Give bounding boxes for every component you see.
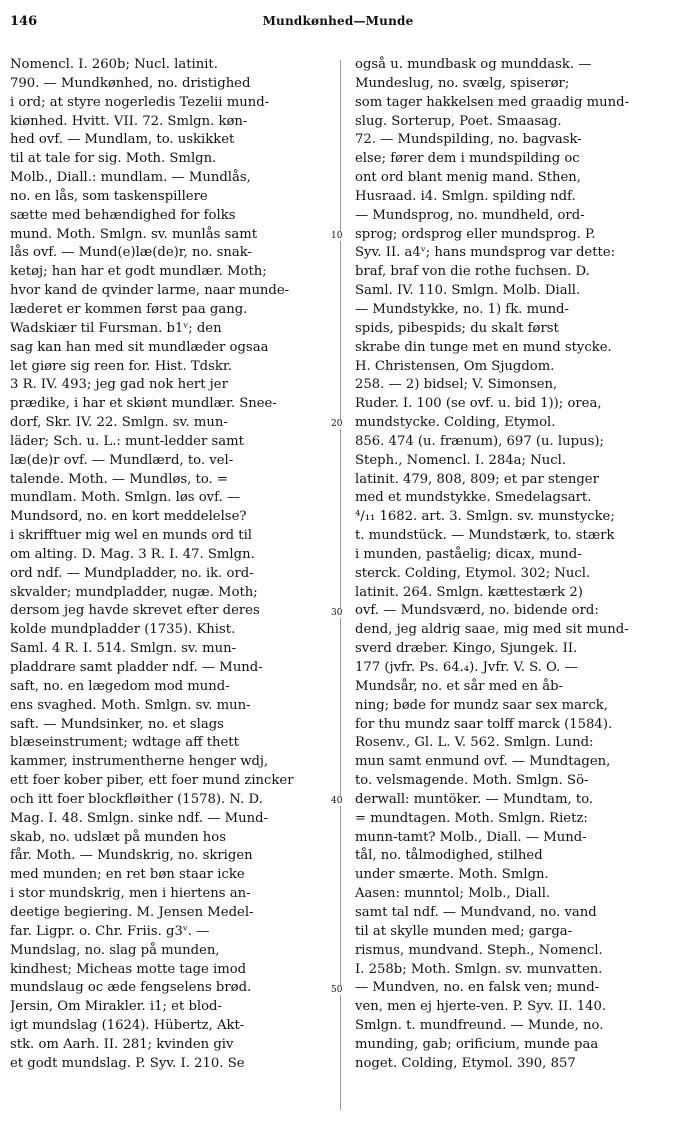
left-column-line: i stor mundskrig, men i hiertens an-: [10, 886, 251, 902]
right-column-line: Aasen: munntol; Molb., Diall.: [355, 886, 551, 902]
left-column-line: i skrifftuer mig wel en munds ord til: [10, 528, 253, 544]
left-column-line: kiønhed. Hvitt. VII. 72. Smlgn. køn-: [10, 113, 248, 129]
left-column-line: ens svaghed. Moth. Smlgn. sv. mun-: [10, 697, 251, 713]
right-column-line: I. 258b; Moth. Smlgn. sv. munvatten.: [355, 961, 603, 977]
left-column-line: Mundsord, no. en kort meddelelse?: [10, 509, 247, 525]
right-column-line: som tager hakkelsen med graadig mund-: [355, 94, 630, 110]
left-column-line: sag kan han med sit mundlæder ogsaa: [10, 339, 269, 355]
left-column-line: hvor kand de qvinder larme, naar munde-: [10, 283, 290, 299]
right-column-line: to. velsmagende. Moth. Smlgn. Sö-: [355, 773, 589, 789]
right-column-line: sterck. Colding, Etymol. 302; Nucl.: [355, 565, 591, 581]
left-column-line: mundslaug oc æde fengselens brød.: [10, 980, 252, 996]
right-column-line: mun samt enmund ovf. — Mundtagen,: [355, 754, 611, 770]
left-column-line: läder; Sch. u. L.: munt-ledder samt: [10, 433, 244, 449]
right-column-line: Husraad. i4. Smlgn. spilding ndf.: [355, 188, 576, 204]
right-column-line: til at skylle munden med; garga-: [355, 923, 573, 939]
right-column-line: 177 (jvfr. Ps. 64.₄). Jvfr. V. S. O. —: [355, 660, 578, 675]
right-column-line: Smlgn. t. mundfreund. — Munde, no.: [355, 1018, 604, 1034]
left-column-line: ketøj; han har et godt mundlær. Moth;: [10, 264, 267, 280]
left-column-line: och itt foer blockfløither (1578). N. D.: [10, 791, 263, 807]
line-number: 10: [331, 230, 343, 241]
left-column-line: læ(de)r ovf. — Mundlærd, to. vel-: [10, 452, 234, 468]
right-column-line: Saml. IV. 110. Smlgn. Molb. Diall.: [355, 283, 581, 299]
left-column-line: dorf, Skr. IV. 22. Smlgn. sv. mun-: [10, 415, 228, 431]
left-column-line: ord ndf. — Mundpladder, no. ik. ord-: [10, 565, 254, 581]
left-column-line: mund. Moth. Smlgn. sv. munlås samt: [10, 226, 258, 242]
right-column-line: munding, gab; orificium, munde paa: [355, 1036, 599, 1052]
right-column-line: else; fører dem i mundspilding oc: [355, 151, 580, 167]
right-column-line: — Mundven, no. en falsk ven; mund-: [355, 980, 600, 996]
right-column-line: skrabe din tunge met en mund stycke.: [355, 339, 612, 355]
right-column-line: noget. Colding, Etymol. 390, 857: [355, 1055, 576, 1071]
right-column-line: slug. Sorterup, Poet. Smaasag.: [355, 113, 562, 129]
left-column-line: Mag. I. 48. Smlgn. sinke ndf. — Mund-: [10, 810, 268, 826]
left-column-line: skvalder; mundpladder, nugæ. Moth;: [10, 584, 258, 600]
page-number: 146: [10, 14, 38, 29]
left-column-line: skab, no. udslæt på munden hos: [10, 829, 226, 845]
left-column-line: får. Moth. — Mundskrig, no. skrigen: [10, 848, 253, 864]
left-column-line: far. Ligpr. o. Chr. Friis. g3ᵛ. —: [10, 923, 210, 939]
right-column-line: Rosenv., Gl. L. V. 562. Smlgn. Lund:: [355, 735, 594, 751]
left-column-line: hed ovf. — Mundlam, to. uskikket: [10, 132, 235, 148]
line-number: 40: [331, 796, 343, 807]
left-column-line: deetige begiering. M. Jensen Medel-: [10, 904, 254, 920]
left-column-line: kammer, instrumentherne henger wdj,: [10, 754, 269, 770]
left-column-line: prædike, i har et skiønt mundlær. Snee-: [10, 396, 277, 412]
right-column-line: H. Christensen, Om Sjugdom.: [355, 358, 555, 374]
line-number: 50: [331, 984, 343, 995]
right-column: [355, 56, 667, 1074]
right-column-line: sverd dræber. Kingo, Sjungek. II.: [355, 641, 578, 657]
right-column-line: med et mundstykke. Smedelagsart.: [355, 490, 592, 506]
left-column-line: om alting. D. Mag. 3 R. I. 47. Smlgn.: [10, 546, 255, 562]
right-column-line: ⁴/₁₁ 1682. art. 3. Smlgn. sv. munstycke;: [355, 509, 615, 525]
right-column-line: 856. 474 (u. frænum), 697 (u. lupus);: [355, 433, 604, 449]
left-column-line: til at tale for sig. Moth. Smlgn.: [10, 151, 217, 167]
page-header: [10, 14, 666, 34]
right-column-line: — Mundstykke, no. 1) fk. mund-: [355, 301, 569, 317]
right-column-line: t. mundstück. — Mundstærk, to. stærk: [355, 528, 615, 544]
left-column-line: lås ovf. — Mund(e)læ(de)r, no. snak-: [10, 245, 252, 261]
left-column-line: blæseinstrument; wdtage aff thett: [10, 735, 239, 751]
left-column-line: med munden; en ret bøn staar icke: [10, 867, 245, 883]
left-column-line: dersom jeg havde skrevet efter deres: [10, 603, 260, 619]
right-column-line: Mundsår, no. et sår med en åb-: [355, 678, 563, 694]
right-column-line: ont ord blant menig mand. Sthen,: [355, 170, 581, 186]
left-column-line: Jersin, Om Mirakler. i1; et blod-: [10, 999, 222, 1015]
left-column-line: kolde mundpladder (1735). Khist.: [10, 622, 236, 638]
right-column-line: ning; bøde for mundz saar sex marck,: [355, 697, 608, 713]
left-column-line: ett foer kober piber, ett foer mund zincker: [10, 773, 294, 789]
right-column-line: samt tal ndf. — Mundvand, no. vand: [355, 904, 597, 920]
line-number: 20: [331, 419, 343, 430]
left-column-line: stk. om Aarh. II. 281; kvinden giv: [10, 1036, 234, 1052]
right-column-line: = mundtagen. Moth. Smlgn. Rietz:: [355, 810, 588, 826]
right-column-line: ovf. — Mundsværd, no. bidende ord:: [355, 603, 599, 619]
right-column-line: for thu mundz saar tolff marck (1584).: [355, 716, 613, 732]
left-column-line: saft. — Mundsinker, no. et slags: [10, 716, 224, 732]
right-column-line: spids, pibespids; du skalt først: [355, 320, 559, 336]
left-column-line: Nomencl. I. 260b; Nucl. latinit.: [10, 57, 218, 72]
left-column-line: let giøre sig reen for. Hist. Tdskr.: [10, 358, 232, 374]
right-column-line: latinit. 264. Smlgn. kættestærk 2): [355, 584, 583, 600]
running-title: Mundkønhed—Munde: [262, 14, 414, 28]
right-column-line: Steph., Nomencl. I. 284a; Nucl.: [355, 452, 567, 468]
left-column-line: 790. — Mundkønhed, no. dristighed: [10, 75, 251, 91]
left-column-line: saft, no. en lægedom mod mund-: [10, 678, 230, 694]
left-column-line: et godt mundslag. P. Syv. I. 210. Se: [10, 1055, 245, 1071]
right-column-line: ven, men ej hjerte-ven. P. Syv. II. 140.: [355, 999, 607, 1015]
right-column-line: derwall: muntöker. — Mundtam, to.: [355, 791, 594, 807]
right-column-line: 72. — Mundspilding, no. bagvask-: [355, 132, 582, 148]
right-column-line: Ruder. I. 100 (se ovf. u. bid 1)); orea,: [355, 396, 602, 412]
right-column-line: mundstycke. Colding, Etymol.: [355, 415, 556, 431]
right-column-line: under smærte. Moth. Smlgn.: [355, 867, 549, 883]
left-column-line: Wadskiær til Fursman. b1ᵛ; den: [10, 320, 222, 336]
line-number: 30: [331, 607, 343, 618]
left-column-line: 3 R. IV. 493; jeg gad nok hert jer: [10, 377, 228, 393]
left-column: [10, 56, 328, 1074]
right-column-line: latinit. 479, 808, 809; et par stenger: [355, 471, 599, 487]
left-column-line: mundlam. Moth. Smlgn. løs ovf. —: [10, 490, 241, 506]
left-column-line: pladdrare samt pladder ndf. — Mund-: [10, 660, 263, 675]
left-column-line: kindhest; Micheas motte tage imod: [10, 961, 247, 977]
left-column-line: Saml. 4 R. I. 514. Smlgn. sv. mun-: [10, 641, 237, 657]
left-column-line: igt mundslag (1624). Hübertz, Akt-: [10, 1018, 245, 1034]
left-column-line: i ord; at styre nogerledis Tezelii mund-: [10, 94, 270, 110]
column-divider: [340, 60, 341, 1110]
right-column-line: rismus, mundvand. Steph., Nomencl.: [355, 942, 603, 958]
left-column-line: Mundslag, no. slag på munden,: [10, 942, 220, 958]
right-column-line: 258. — 2) bidsel; V. Simonsen,: [355, 377, 558, 393]
right-column-line: tål, no. tålmodighed, stilhed: [355, 848, 543, 864]
left-column-line: sætte med behændighed for folks: [10, 207, 236, 223]
left-column-line: læderet er kommen først paa gang.: [10, 301, 248, 317]
right-column-line: — Mundsprog, no. mundheld, ord-: [355, 207, 585, 223]
right-column-line: sprog; ordsprog eller mundsprog. P.: [355, 226, 596, 242]
right-column-line: dend, jeg aldrig saae, mig med sit mund-: [355, 622, 629, 638]
right-column-line: munn-tamt? Molb., Diall. — Mund-: [355, 829, 587, 845]
left-column-line: no. en lås, som taskenspillere: [10, 188, 208, 204]
left-column-line: talende. Moth. — Mundløs, to. =: [10, 471, 228, 487]
right-column-line: Mundeslug, no. svælg, spiserør;: [355, 75, 570, 91]
right-column-line: braf, braf von die rothe fuchsen. D.: [355, 264, 590, 280]
right-column-line: også u. mundbask og munddask. —: [355, 57, 592, 72]
right-column-line: Syv. II. a4ᵛ; hans mundsprog var dette:: [355, 245, 616, 261]
left-column-line: Molb., Diall.: mundlam. — Mundlås,: [10, 170, 251, 186]
right-column-line: i munden, paståelig; dicax, mund-: [355, 546, 582, 562]
